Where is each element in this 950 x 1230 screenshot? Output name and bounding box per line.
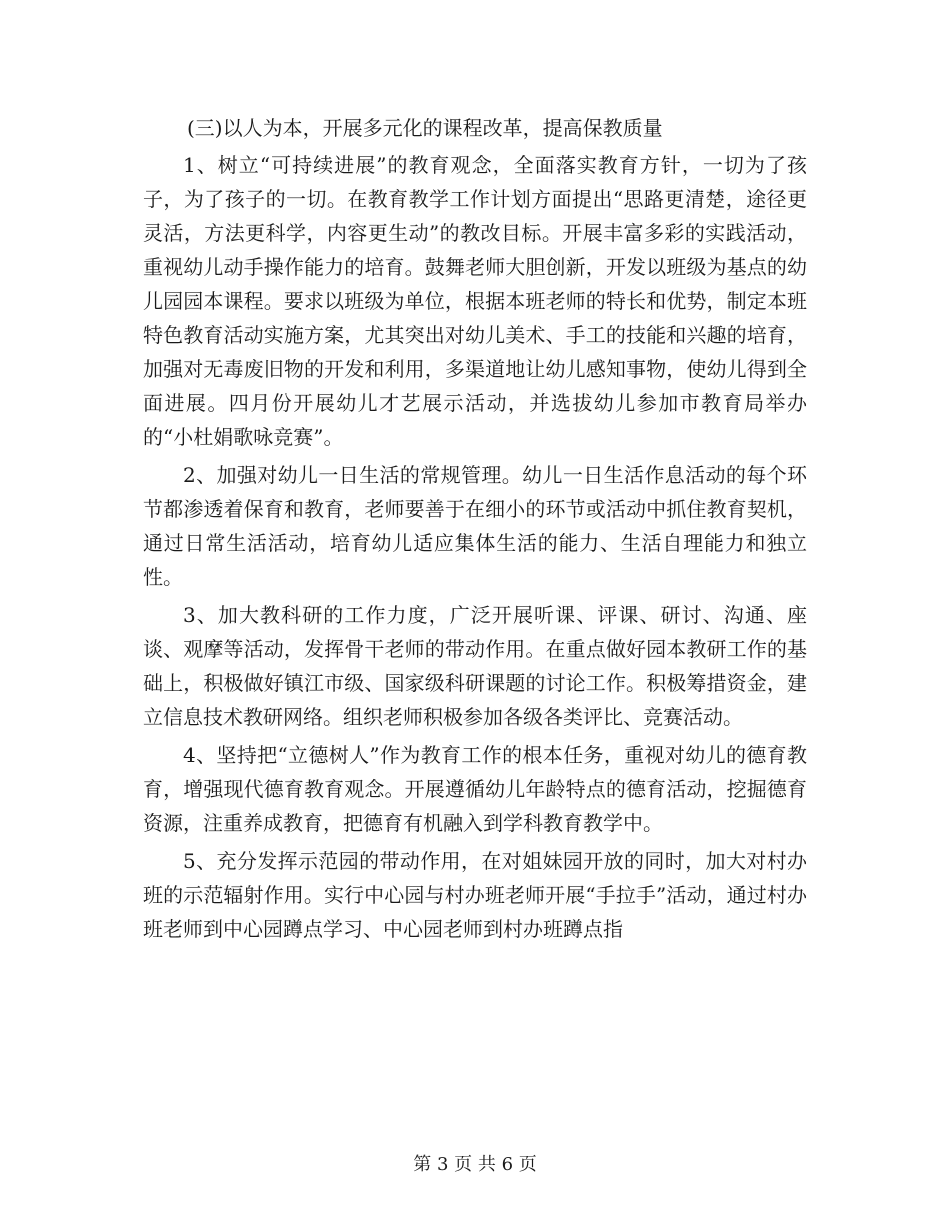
section-heading: (三)以人为本，开展多元化的课程改革，提高保教质量 <box>187 116 663 140</box>
document-body <box>143 112 807 946</box>
paragraph-4: 4、坚持把“立德树人”作为教育工作的根本任务，重视对幼儿的德育教育，增强现代德育教育观念。开展遵循幼儿年龄特点的德育活动，挖掘德育资源，注重养成教育，把德育有机融入到学科教育教学中。 <box>143 743 807 835</box>
paragraph-5: 5、充分发挥示范园的带动作用，在对姐妹园开放的同时，加大对村办班的示范辐射作用。实行中心园与村办班老师开展“手拉手”活动，通过村办班老师到中心园蹲点学习、中心园老师到村办班蹲点指 <box>143 849 807 941</box>
page-number-footer: 第 3 页 共 6 页 <box>413 1154 537 1175</box>
paragraph-3: 3、加大教科研的工作力度，广泛开展听课、评课、研讨、沟通、座谈、观摩等活动，发挥骨干老师的带动作用。在重点做好园本教研工作的基础上，积极做好镇江市级、国家级科研课题的讨论工作。积极筹措资金，建立信息技术教研网络。组织老师积极参加各级各类评比、竞赛活动。 <box>143 603 807 729</box>
paragraph-1: 1、树立“可持续进展”的教育观念，全面落实教育方针，一切为了孩子，为了孩子的一切。在教育教学工作计划方面提出“思路更清楚，途径更灵活，方法更科学，内容更生动”的教改目标。开展丰富多彩的实践活动，重视幼儿动手操作能力的培育。鼓舞老师大胆创新，开发以班级为基点的幼儿园园本课程。要求以班级为单位，根据本班老师的特长和优势，制定本班特色教育活动实施方案，尤其突出对幼儿美术、手工的技能和兴趣的培育，加强对无毒废旧物的开发和利用，多渠道地让幼儿感知事物，使幼儿得到全面进展。四月份开展幼儿才艺展示活动，并选拔幼儿参加市教育局举办的“小杜娟歌咏竞赛”。 <box>143 153 807 449</box>
paragraph-2: 2、加强对幼儿一日生活的常规管理。幼儿一日生活作息活动的每个环节都渗透着保育和教育，老师要善于在细小的环节或活动中抓住教育契机，通过日常生活活动，培育幼儿适应集体生活的能力、生活自理能力和独立性。 <box>143 463 807 589</box>
